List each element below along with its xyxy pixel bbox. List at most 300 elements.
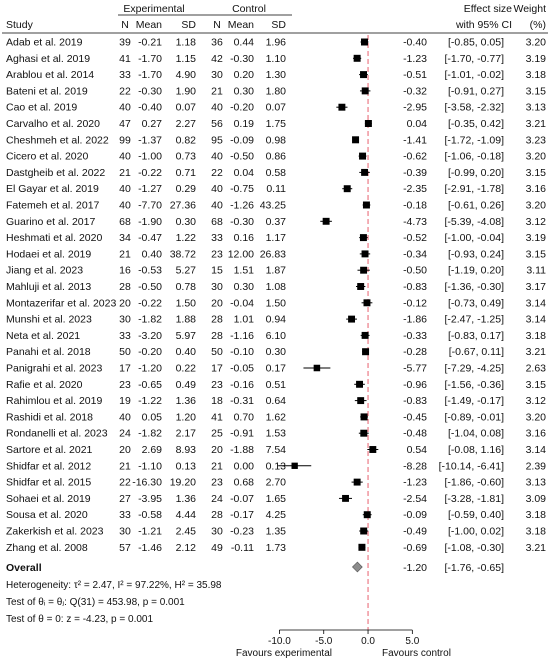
n-experimental: 19 [119, 395, 131, 408]
study-row [6, 444, 546, 456]
mean-experimental: -0.65 [138, 378, 162, 391]
study-name: Sousa et al. 2020 [6, 509, 88, 522]
mean-experimental: -0.30 [138, 85, 162, 98]
favours-control-label: Favours control [382, 648, 451, 659]
confidence-interval: [-3.28, -1.81] [444, 492, 504, 505]
sd-experimental: 1.18 [175, 36, 196, 49]
mean-experimental: 0.05 [141, 411, 162, 424]
n-control: 24 [211, 492, 223, 505]
study-row [6, 460, 546, 472]
mean-experimental: -1.37 [138, 134, 162, 147]
sd-experimental: 0.49 [175, 378, 196, 391]
study-name: Neta et al. 2021 [6, 329, 81, 342]
study-row [6, 265, 546, 277]
effect-marker [360, 234, 367, 241]
n-experimental: 34 [119, 232, 131, 245]
n-experimental: 30 [119, 313, 131, 326]
effect-size: -0.28 [403, 346, 427, 359]
sd-experimental: 0.07 [175, 101, 196, 114]
weight-value: 3.21 [525, 346, 546, 359]
mean-control: 0.16 [233, 232, 254, 245]
n-control: 33 [211, 232, 223, 245]
study-name: Dastgheib et al. 2022 [6, 166, 106, 179]
sd-experimental: 1.36 [175, 395, 196, 408]
effect-marker [358, 544, 365, 551]
n-experimental: 50 [119, 346, 131, 359]
sd-experimental: 4.44 [175, 509, 196, 522]
mean-control: 0.30 [233, 281, 254, 293]
sd-control: 1.65 [265, 492, 286, 505]
study-row [6, 151, 546, 163]
study-name: Hodaei et al. 2019 [6, 248, 92, 261]
n-experimental: 68 [119, 215, 131, 228]
sd-experimental: 0.82 [175, 134, 196, 147]
weight-value: 3.15 [525, 248, 546, 261]
confidence-interval: [-0.67, 0.11] [448, 346, 504, 359]
mean-control: -0.04 [230, 297, 254, 310]
n-experimental: 27 [119, 492, 131, 505]
x-tick-label: 0.0 [361, 636, 375, 647]
confidence-interval: [-0.59, 0.40] [447, 509, 504, 522]
mean-control: -0.31 [230, 395, 254, 408]
study-row [6, 183, 546, 195]
sd-experimental: 0.13 [175, 460, 196, 473]
n-experimental: 30 [119, 525, 131, 538]
header-weight: Weight [513, 3, 546, 15]
header-mean-control: Mean [227, 19, 254, 31]
study-name: Mahluji et al. 2013 [6, 281, 92, 293]
header-n-experimental: N [121, 19, 129, 31]
n-control: 23 [211, 378, 223, 391]
effect-size: -1.86 [403, 313, 427, 326]
mean-experimental: -0.20 [138, 346, 162, 359]
sd-experimental: 2.17 [175, 427, 196, 440]
sd-control: 0.94 [265, 313, 286, 326]
n-experimental: 40 [119, 150, 131, 163]
effect-marker [362, 332, 369, 339]
weight-value: 3.18 [525, 509, 546, 522]
n-experimental: 22 [119, 476, 131, 489]
n-control: 28 [211, 329, 223, 342]
n-control: 41 [211, 411, 223, 424]
n-control: 40 [211, 183, 223, 196]
study-row [6, 85, 546, 97]
effect-size: -0.48 [403, 427, 427, 440]
n-control: 40 [211, 199, 223, 212]
sd-experimental: 19.20 [169, 476, 196, 489]
sd-control: 0.86 [265, 150, 286, 163]
confidence-interval: [-1.00, 0.02] [447, 525, 504, 538]
mean-control: 0.00 [233, 460, 254, 473]
effect-size: -0.83 [403, 281, 427, 293]
effect-size: -0.96 [403, 378, 427, 391]
mean-control: -0.30 [230, 215, 254, 228]
mean-control: 0.04 [233, 166, 254, 179]
effect-marker [356, 381, 363, 388]
effect-marker [342, 495, 349, 502]
n-control: 22 [211, 166, 223, 179]
confidence-interval: [-1.00, -0.04] [444, 232, 504, 245]
n-control: 28 [211, 313, 223, 326]
study-row [6, 428, 546, 440]
n-control: 28 [211, 509, 223, 522]
sd-control: 1.96 [265, 36, 286, 49]
weight-value: 3.18 [525, 525, 546, 538]
sd-control: 1.08 [265, 281, 286, 293]
header-n-control: N [213, 19, 221, 31]
n-experimental: 21 [119, 248, 131, 261]
weight-value: 3.20 [525, 150, 546, 163]
study-row [6, 53, 546, 65]
mean-experimental: -3.20 [138, 329, 162, 342]
overall-row [6, 562, 504, 574]
study-row [6, 167, 546, 179]
weight-value: 3.13 [525, 476, 546, 489]
n-experimental: 20 [119, 444, 131, 456]
study-row [6, 411, 546, 423]
header-control: Control [232, 3, 266, 15]
weight-value: 2.63 [525, 362, 546, 375]
effect-size: -0.49 [403, 525, 427, 538]
n-control: 40 [211, 150, 223, 163]
weight-value: 3.19 [525, 52, 546, 65]
study-name: Aghasi et al. 2019 [6, 52, 91, 65]
sd-control: 0.98 [265, 134, 286, 147]
sd-experimental: 0.29 [175, 183, 196, 196]
mean-experimental: -1.00 [138, 150, 162, 163]
study-name: Zakerkish et al. 2023 [6, 525, 104, 538]
overall-label: Overall [6, 562, 42, 574]
sd-control: 1.75 [265, 118, 286, 130]
effect-marker [348, 316, 355, 323]
effect-size: -0.18 [403, 199, 427, 212]
weight-value: 3.18 [525, 69, 546, 82]
effect-marker [360, 267, 367, 274]
confidence-interval: [-0.91, 0.27] [447, 85, 504, 98]
effect-size: -5.77 [403, 362, 427, 375]
weight-value: 3.12 [525, 395, 546, 408]
sd-experimental: 1.88 [175, 313, 196, 326]
effect-marker [362, 348, 369, 355]
n-experimental: 21 [119, 166, 131, 179]
mean-control: -1.26 [230, 199, 254, 212]
confidence-interval: [-2.91, -1.78] [444, 183, 504, 196]
weight-value: 3.16 [525, 183, 546, 196]
weight-value: 3.21 [525, 118, 546, 130]
sd-experimental: 8.93 [175, 444, 196, 456]
mean-control: -0.10 [230, 346, 254, 359]
sd-control: 26.83 [259, 248, 286, 261]
effect-marker [364, 511, 371, 518]
study-name: Carvalho et al. 2020 [6, 118, 100, 130]
study-name: Shidfar et al. 2012 [6, 460, 92, 473]
n-control: 20 [211, 444, 223, 456]
study-row [6, 526, 546, 538]
sd-control: 0.17 [265, 362, 286, 375]
overall-ci: [-1.76, -0.65] [444, 562, 504, 574]
n-control: 36 [211, 36, 223, 49]
n-control: 56 [211, 118, 223, 130]
x-axis [268, 630, 420, 647]
n-control: 42 [211, 52, 223, 65]
confidence-interval: [-2.47, -1.25] [444, 313, 504, 326]
study-name: Panigrahi et al. 2023 [6, 362, 103, 375]
weight-value: 3.15 [525, 378, 546, 391]
n-experimental: 41 [119, 52, 131, 65]
sd-experimental: 2.45 [175, 525, 196, 538]
effect-marker [314, 365, 321, 372]
effect-marker [360, 528, 367, 535]
study-row [6, 379, 546, 391]
n-control: 50 [211, 346, 223, 359]
weight-value: 3.20 [525, 411, 546, 424]
study-row [6, 297, 546, 309]
effect-marker [365, 120, 372, 127]
effect-marker [362, 87, 369, 94]
sd-experimental: 2.12 [175, 541, 196, 554]
effect-marker [360, 71, 367, 78]
weight-value: 3.11 [526, 264, 546, 277]
study-name: Shidfar et al. 2015 [6, 476, 92, 489]
n-control: 30 [211, 525, 223, 538]
effect-marker [369, 446, 376, 453]
n-experimental: 33 [119, 509, 131, 522]
mean-experimental: -1.70 [138, 69, 162, 82]
study-name: Sartore et al. 2021 [6, 444, 93, 456]
effect-size: 0.54 [406, 444, 427, 456]
effect-size: -1.23 [403, 476, 427, 489]
mean-control: -0.50 [230, 150, 254, 163]
study-name: Guarino et al. 2017 [6, 215, 96, 228]
study-name: Zhang et al. 2008 [6, 541, 88, 554]
sd-experimental: 27.36 [169, 199, 196, 212]
study-row [6, 346, 546, 358]
mean-experimental: -0.53 [138, 264, 162, 277]
effect-marker [323, 218, 330, 225]
mean-experimental: -1.46 [138, 541, 162, 554]
study-name: Rafie et al. 2020 [6, 378, 83, 391]
effect-size: -8.28 [403, 460, 427, 473]
study-row [6, 509, 546, 521]
sd-experimental: 5.27 [175, 264, 196, 277]
n-control: 20 [211, 297, 223, 310]
confidence-interval: [-1.36, -0.30] [444, 281, 504, 293]
sd-control: 4.25 [265, 509, 286, 522]
effect-marker [359, 153, 366, 160]
mean-control: -1.88 [230, 444, 254, 456]
study-row [6, 216, 546, 228]
weight-value: 3.14 [525, 297, 546, 310]
n-experimental: 21 [119, 460, 131, 473]
effect-marker [361, 39, 368, 46]
header-study: Study [6, 19, 33, 31]
weight-value: 2.39 [525, 460, 546, 473]
header-sd-control: SD [271, 19, 286, 31]
sd-experimental: 1.36 [175, 492, 196, 505]
mean-experimental: 0.40 [141, 248, 162, 261]
mean-control: -0.20 [230, 101, 254, 114]
confidence-interval: [-0.08, 1.16] [447, 444, 504, 456]
n-experimental: 40 [119, 199, 131, 212]
confidence-interval: [-10.14, -6.41] [438, 460, 504, 473]
effect-marker [354, 55, 361, 62]
header-sd-experimental: SD [181, 19, 196, 31]
mean-control: 1.51 [233, 264, 254, 277]
weight-value: 3.15 [525, 85, 546, 98]
sd-experimental: 2.27 [175, 118, 196, 130]
sd-experimental: 5.97 [175, 329, 196, 342]
study-row [6, 395, 546, 407]
weight-value: 3.20 [525, 199, 546, 212]
confidence-interval: [-1.06, -0.18] [444, 150, 504, 163]
study-name: Fatemeh et al. 2017 [6, 199, 100, 212]
sd-experimental: 1.20 [175, 411, 196, 424]
effect-size: -0.50 [403, 264, 427, 277]
mean-experimental: -0.21 [138, 36, 162, 49]
confidence-interval: [-0.35, 0.42] [447, 118, 504, 130]
effect-size: -0.34 [403, 248, 427, 261]
sd-control: 2.70 [265, 476, 286, 489]
sd-control: 1.10 [265, 52, 286, 65]
n-control: 68 [211, 215, 223, 228]
sd-experimental: 0.73 [175, 150, 196, 163]
mean-experimental: -1.20 [138, 362, 162, 375]
weight-value: 3.20 [525, 36, 546, 49]
weight-value: 3.12 [525, 215, 546, 228]
mean-experimental: -1.21 [138, 525, 162, 538]
study-name: Cicero et al. 2020 [6, 150, 89, 163]
confidence-interval: [-5.39, -4.08] [444, 215, 504, 228]
mean-control: 0.70 [233, 411, 254, 424]
study-name: Rondanelli et al. 2023 [6, 427, 108, 440]
study-row [6, 281, 546, 293]
effect-size: -0.51 [403, 69, 427, 82]
effect-marker [361, 413, 368, 420]
mean-experimental: -1.82 [138, 427, 162, 440]
sd-experimental: 1.22 [175, 232, 196, 245]
sd-experimental: 4.90 [175, 69, 196, 82]
sd-control: 1.30 [265, 69, 286, 82]
mean-control: 1.01 [233, 313, 254, 326]
confidence-interval: [-0.61, 0.26] [447, 199, 504, 212]
header-experimental: Experimental [123, 3, 185, 15]
effect-marker [344, 185, 351, 192]
effect-marker [357, 397, 364, 404]
study-name: Bateni et al. 2019 [6, 85, 88, 98]
n-experimental: 33 [119, 69, 131, 82]
n-control: 21 [211, 85, 223, 98]
study-name: El Gayar et al. 2019 [6, 183, 99, 196]
x-tick-label: -10.0 [268, 636, 291, 647]
n-experimental: 39 [119, 36, 131, 49]
n-control: 21 [211, 460, 223, 473]
heterogeneity-text: Heterogeneity: τ² = 2.47, I² = 97.22%, H² = 35.98 [6, 580, 222, 591]
sd-experimental: 0.30 [175, 215, 196, 228]
mean-control: 0.44 [233, 36, 254, 49]
n-experimental: 47 [119, 118, 131, 130]
mean-experimental: -0.22 [138, 166, 162, 179]
confidence-interval: [-0.85, 0.05] [447, 36, 504, 49]
n-experimental: 40 [119, 101, 131, 114]
confidence-interval: [-1.49, -0.17] [444, 395, 504, 408]
sd-control: 1.73 [265, 541, 286, 554]
mean-experimental: -0.58 [138, 509, 162, 522]
study-name: Arablou et al. 2014 [6, 69, 95, 82]
confidence-interval: [-0.93, 0.24] [447, 248, 504, 261]
study-row [6, 363, 546, 375]
sd-experimental: 38.72 [169, 248, 196, 261]
mean-control: -1.16 [230, 329, 254, 342]
effect-marker [363, 202, 370, 209]
confidence-interval: [-0.73, 0.49] [447, 297, 504, 310]
mean-control: 12.00 [227, 248, 254, 261]
effect-size: -0.45 [403, 411, 427, 424]
effect-size: 0.04 [406, 118, 427, 130]
sd-control: 0.07 [265, 101, 286, 114]
mean-control: 0.68 [233, 476, 254, 489]
confidence-interval: [-1.19, 0.20] [447, 264, 504, 277]
sd-experimental: 1.15 [175, 52, 196, 65]
confidence-interval: [-0.99, 0.20] [447, 166, 504, 179]
effect-marker [364, 299, 371, 306]
sd-control: 7.54 [265, 444, 286, 456]
x-tick-label: 5.0 [405, 636, 420, 647]
study-row [6, 542, 546, 554]
n-control: 95 [211, 134, 223, 147]
effect-size: -0.12 [403, 297, 427, 310]
n-experimental: 23 [119, 378, 131, 391]
mean-experimental: -1.82 [138, 313, 162, 326]
n-control: 25 [211, 427, 223, 440]
n-control: 30 [211, 281, 223, 293]
overall-diamond [352, 562, 362, 572]
test-theta-text: Test of θ = 0: z = -4.23, p = 0.001 [6, 614, 154, 625]
n-control: 17 [211, 362, 223, 375]
confidence-interval: [-1.04, 0.08] [447, 427, 504, 440]
n-control: 40 [211, 101, 223, 114]
study-row [6, 248, 546, 260]
weight-value: 3.16 [525, 427, 546, 440]
n-experimental: 40 [119, 183, 131, 196]
weight-value: 3.09 [525, 492, 546, 505]
study-name: Montazerifar et al. 2023 [6, 297, 117, 310]
effect-size: -2.95 [403, 101, 427, 114]
test-theta-i-text: Test of θᵢ = θⱼ: Q(31) = 453.98, p = 0.001 [6, 597, 185, 608]
n-experimental: 33 [119, 329, 131, 342]
mean-experimental: -1.10 [138, 460, 162, 473]
sd-experimental: 0.71 [175, 166, 196, 179]
mean-control: -0.16 [230, 378, 254, 391]
mean-control: -0.91 [230, 427, 254, 440]
n-control: 18 [211, 395, 223, 408]
weight-value: 3.19 [525, 232, 546, 245]
study-row [6, 200, 546, 212]
effect-size: -0.69 [403, 541, 427, 554]
confidence-interval: [-3.58, -2.32] [444, 101, 504, 114]
study-row [6, 69, 546, 81]
study-name: Heshmati et al. 2020 [6, 232, 103, 245]
sd-experimental: 0.78 [175, 281, 196, 293]
study-row [6, 102, 546, 114]
mean-experimental: -1.22 [138, 395, 162, 408]
header-ci: with 95% CI [455, 19, 512, 31]
n-experimental: 22 [119, 85, 131, 98]
effect-marker [352, 136, 359, 143]
weight-value: 3.17 [525, 281, 546, 293]
mean-control: -0.05 [230, 362, 254, 375]
mean-control: 0.19 [233, 118, 254, 130]
n-experimental: 40 [119, 411, 131, 424]
